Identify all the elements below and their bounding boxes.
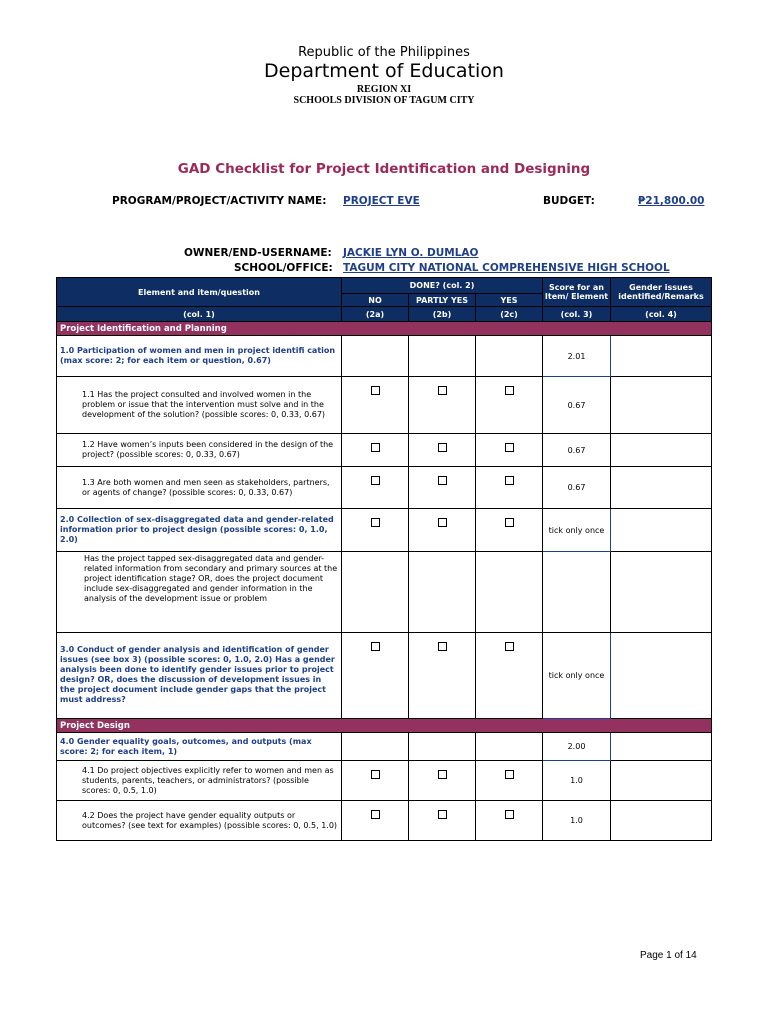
region-heading: REGION XI [356,84,412,95]
remarks-cell[interactable] [611,509,712,552]
question-1-0: 1.0 Participation of women and men in project identifi cation (max score: 2; for each item or question, 0.67) [57,336,342,377]
checkbox-4-2-yes[interactable] [505,810,514,819]
question-1-2: 1.2 Have women’s inputs been considered in the design of the project? (possible scores: 0, 0.33, 0.67) [57,434,342,467]
question-2-0-detail: Has the project tapped sex-disaggregated data and gender-related information from secondary and primary sources at the project identification stage? OR, does the project document include sex-disaggregated and gender information in the analysis of the development issue or problem [57,552,342,633]
remarks-cell[interactable] [611,761,712,801]
budget-value: ₱21,800.00 [638,195,705,207]
checkbox-4-1-yes[interactable] [505,770,514,779]
owner-value: JACKIE LYN O. DUMLAO [343,247,479,259]
col-score-num: (col. 3) [543,307,611,322]
section-project-design: Project Design [57,719,712,733]
checkbox-4-1-no[interactable] [371,770,380,779]
question-3-0: 3.0 Conduct of gender analysis and identification of gender issues (see box 3) (possible scores: 0, 1.0, 2.0) Has a gender analysis been done to identify gender issues prior to project design? OR, does the discussion of development issues in the project document include gender gaps that the project must address? [57,633,342,719]
checkbox-1-3-partly[interactable] [438,476,447,485]
checkbox-1-3-yes[interactable] [505,476,514,485]
republic-heading: Republic of the Philippines [298,45,470,60]
gad-checklist-table [56,277,712,841]
remarks-cell[interactable] [611,467,712,509]
col-done-header: DONE? (col. 2) [342,278,543,294]
department-heading: Department of Education [264,60,504,82]
section-identification-planning: Project Identification and Planning [57,322,712,336]
col-score-header: Score for an Item/ Element [543,278,611,307]
col-no-num: (2a) [342,307,409,322]
checkbox-1-1-no[interactable] [371,386,380,395]
checkbox-1-2-yes[interactable] [505,443,514,452]
checkbox-1-2-partly[interactable] [438,443,447,452]
budget-label: BUDGET: [543,195,595,207]
checkbox-4-1-partly[interactable] [438,770,447,779]
remarks-cell[interactable] [611,434,712,467]
school-value: TAGUM CITY NATIONAL COMPREHENSIVE HIGH SCHOOL [343,262,670,274]
checkbox-1-3-no[interactable] [371,476,380,485]
col-gender-header: Gender issues identified/Remarks [611,278,712,307]
col-no-header: NO [342,294,409,307]
table-row [57,336,712,377]
table-row [57,434,712,467]
col-yes-header: YES [476,294,543,307]
score-2-0: tick only once [543,509,611,552]
checkbox-3-0-no[interactable] [371,642,380,651]
table-row [57,633,712,719]
table-row [57,552,712,633]
col-partly-num: (2b) [409,307,476,322]
col-element-header: Element and item/question [57,278,342,307]
checkbox-2-0-partly[interactable] [438,518,447,527]
remarks-cell[interactable] [611,377,712,434]
question-4-2: 4.2 Does the project have gender equality outputs or outcomes? (see text for examples) (possible scores: 0, 0.5, 1.0) [57,801,342,841]
remarks-cell[interactable] [611,552,712,633]
school-label: SCHOOL/OFFICE: [234,262,333,274]
question-4-0: 4.0 Gender equality goals, outcomes, and outputs (max score: 2; for each item, 1) [57,733,342,761]
checkbox-2-0-no[interactable] [371,518,380,527]
page-number: Page 1 of 14 [640,950,697,961]
owner-label: OWNER/END-USERNAME: [184,247,332,259]
remarks-cell[interactable] [611,801,712,841]
question-2-0: 2.0 Collection of sex-disaggregated data and gender-related information prior to project design (possible scores: 0, 1.0, 2.0) [57,509,342,552]
table-row [57,733,712,761]
checkbox-1-1-yes[interactable] [505,386,514,395]
col-gender-num: (col. 4) [611,307,712,322]
checkbox-4-2-no[interactable] [371,810,380,819]
table-row [57,801,712,841]
score-3-0: tick only once [543,633,611,719]
division-heading: SCHOOLS DIVISION OF TAGUM CITY [293,95,475,106]
checkbox-1-1-partly[interactable] [438,386,447,395]
ppa-label: PROGRAM/PROJECT/ACTIVITY NAME: [112,195,327,207]
remarks-cell[interactable] [611,633,712,719]
ppa-value: PROJECT EVE [343,195,420,207]
checkbox-3-0-yes[interactable] [505,642,514,651]
table-row [57,377,712,434]
col-partly-header: PARTLY YES [409,294,476,307]
table-row [57,761,712,801]
score-1-1: 0.67 [543,377,611,434]
score-2-0-detail [543,552,611,633]
score-4-2: 1.0 [543,801,611,841]
checkbox-4-2-partly[interactable] [438,810,447,819]
question-4-1: 4.1 Do project objectives explicitly refer to women and men as students, parents, teachers, or administrators? (possible scores: 0, 0.5, 1.0) [57,761,342,801]
score-4-1: 1.0 [543,761,611,801]
score-1-2: 0.67 [543,434,611,467]
table-row [57,467,712,509]
score-1-3: 0.67 [543,467,611,509]
col-element-num: (col. 1) [57,307,342,322]
question-1-1: 1.1 Has the project consulted and involved women in the problem or issue that the intervention must solve and in the development of the solution? (possible scores: 0, 0.33, 0.67) [57,377,342,434]
remarks-cell[interactable] [611,733,712,761]
checkbox-2-0-yes[interactable] [505,518,514,527]
checkbox-1-2-no[interactable] [371,443,380,452]
remarks-cell[interactable] [611,336,712,377]
score-1-0: 2.01 [543,336,611,377]
question-1-3: 1.3 Are both women and men seen as stakeholders, partners, or agents of change? (possible scores: 0, 0.33, 0.67) [57,467,342,509]
score-4-0: 2.00 [543,733,611,761]
table-row [57,509,712,552]
document-title: GAD Checklist for Project Identification and Designing [177,161,591,177]
col-yes-num: (2c) [476,307,543,322]
checkbox-3-0-partly[interactable] [438,642,447,651]
